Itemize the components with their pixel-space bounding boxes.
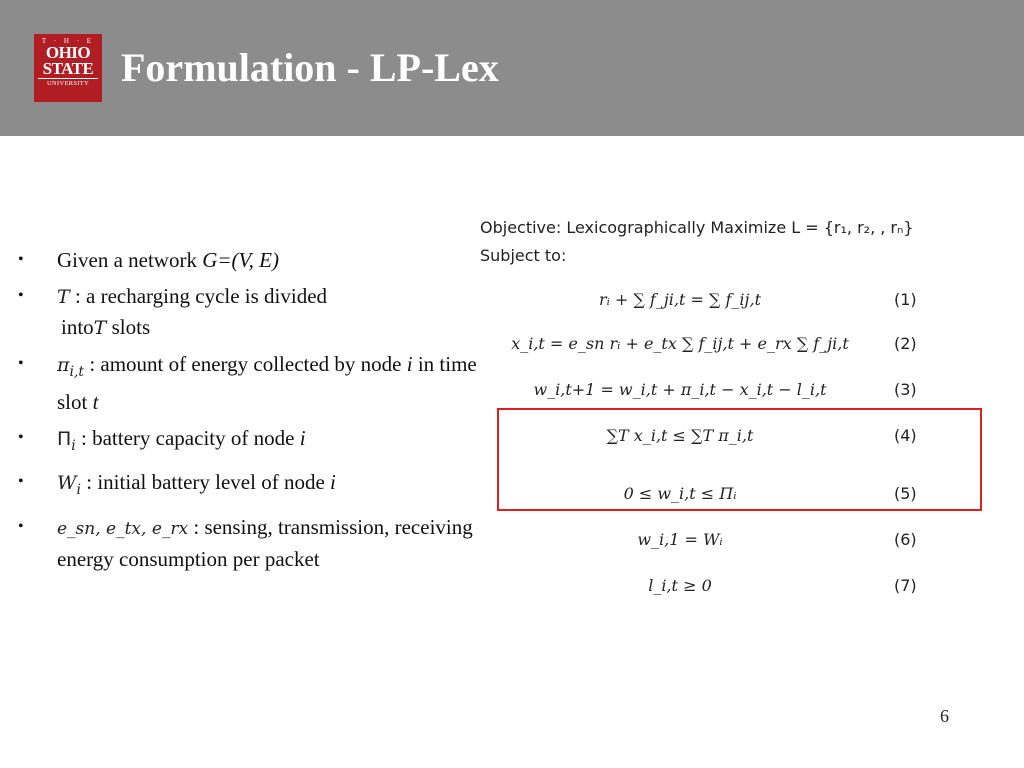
math-Pi: Π [57,428,72,451]
equation-number: (5) [894,484,917,503]
slide-title: Formulation - LP-Lex [121,45,499,90]
equation-number: (4) [894,426,917,445]
equation-4: ∑T x_i,t ≤ ∑T π_i,t [606,426,754,445]
equation-7: l_i,t ≥ 0 [648,576,712,595]
bullet-list [18,245,478,580]
equation-number: (6) [894,530,917,549]
equation-6: w_i,1 = Wᵢ [637,530,723,549]
bullet-network [18,245,478,275]
math-i: i [299,426,306,451]
header-bar [0,0,1024,136]
logo-state: STATE [42,59,94,78]
bullet-text: into [61,315,94,339]
equation-3: w_i,t+1 = w_i,t + π_i,t − x_i,t − l_i,t [533,380,827,399]
bullet-text: : sensing, transmission, receiving energy consumption per packet [57,514,473,571]
bullet-dot: • [18,287,24,304]
equation-number: (3) [894,380,917,399]
bullet-battery-capacity [18,423,478,461]
bullet-text: Given a network [57,248,203,272]
math-T: T [57,286,70,308]
logo-ohio: OHIO [45,43,91,62]
highlight-box [497,408,982,511]
logo-university: UNIVERSITY [38,78,98,88]
math-sub: i,t [69,364,85,381]
equation-2: x_i,t = e_sn rᵢ + e_tx ∑ f_ij,t + e_rx ∑ f_ji,t [511,334,849,353]
equation-number: (7) [894,576,917,595]
bullet-dot: • [18,355,24,372]
math-i: i [330,470,336,495]
bullet-text: in time slot [57,352,477,415]
math-T: T [93,317,107,339]
bullet-dot: • [18,473,24,491]
bullet-text: : battery capacity of node [75,426,300,451]
bullet-text: : a recharging cycle is divided [69,284,328,308]
math-pi: π [57,354,70,376]
math-W: W [57,472,77,495]
math-i: i [406,352,413,376]
bullet-cycle [18,281,478,343]
page-number: 6 [940,706,949,726]
bullet-text: slots [106,315,151,339]
bullet-math: G=(V, E) [202,248,279,272]
bullet-text: : initial battery level of node [81,470,331,495]
ohio-state-logo [34,34,102,102]
logo-the: T · H · E [41,37,95,45]
subject-to-text: Subject to: [480,246,567,265]
math-e: e_sn, e_tx, e_rx [57,518,189,539]
bullet-consumption [18,512,478,574]
bullet-dot: • [18,517,24,535]
bullet-dot: • [18,429,24,447]
bullet-text: : amount of energy collected by node [84,352,407,376]
equation-1: rᵢ + ∑ f_ji,t = ∑ f_ij,t [598,290,762,309]
math-t: t [92,390,99,415]
math-sub: i [71,438,76,455]
equation-number: (2) [894,334,917,353]
equation-5: 0 ≤ w_i,t ≤ Πᵢ [623,484,737,503]
bullet-energy-collected [18,349,478,417]
bullet-dot: • [18,251,24,268]
equation-number: (1) [894,290,917,309]
math-sub: i [76,482,82,499]
objective-text: Objective: Lexicographically Maximize L = {r₁, r₂, , rₙ} [480,218,914,237]
bullet-initial-battery [18,467,478,505]
